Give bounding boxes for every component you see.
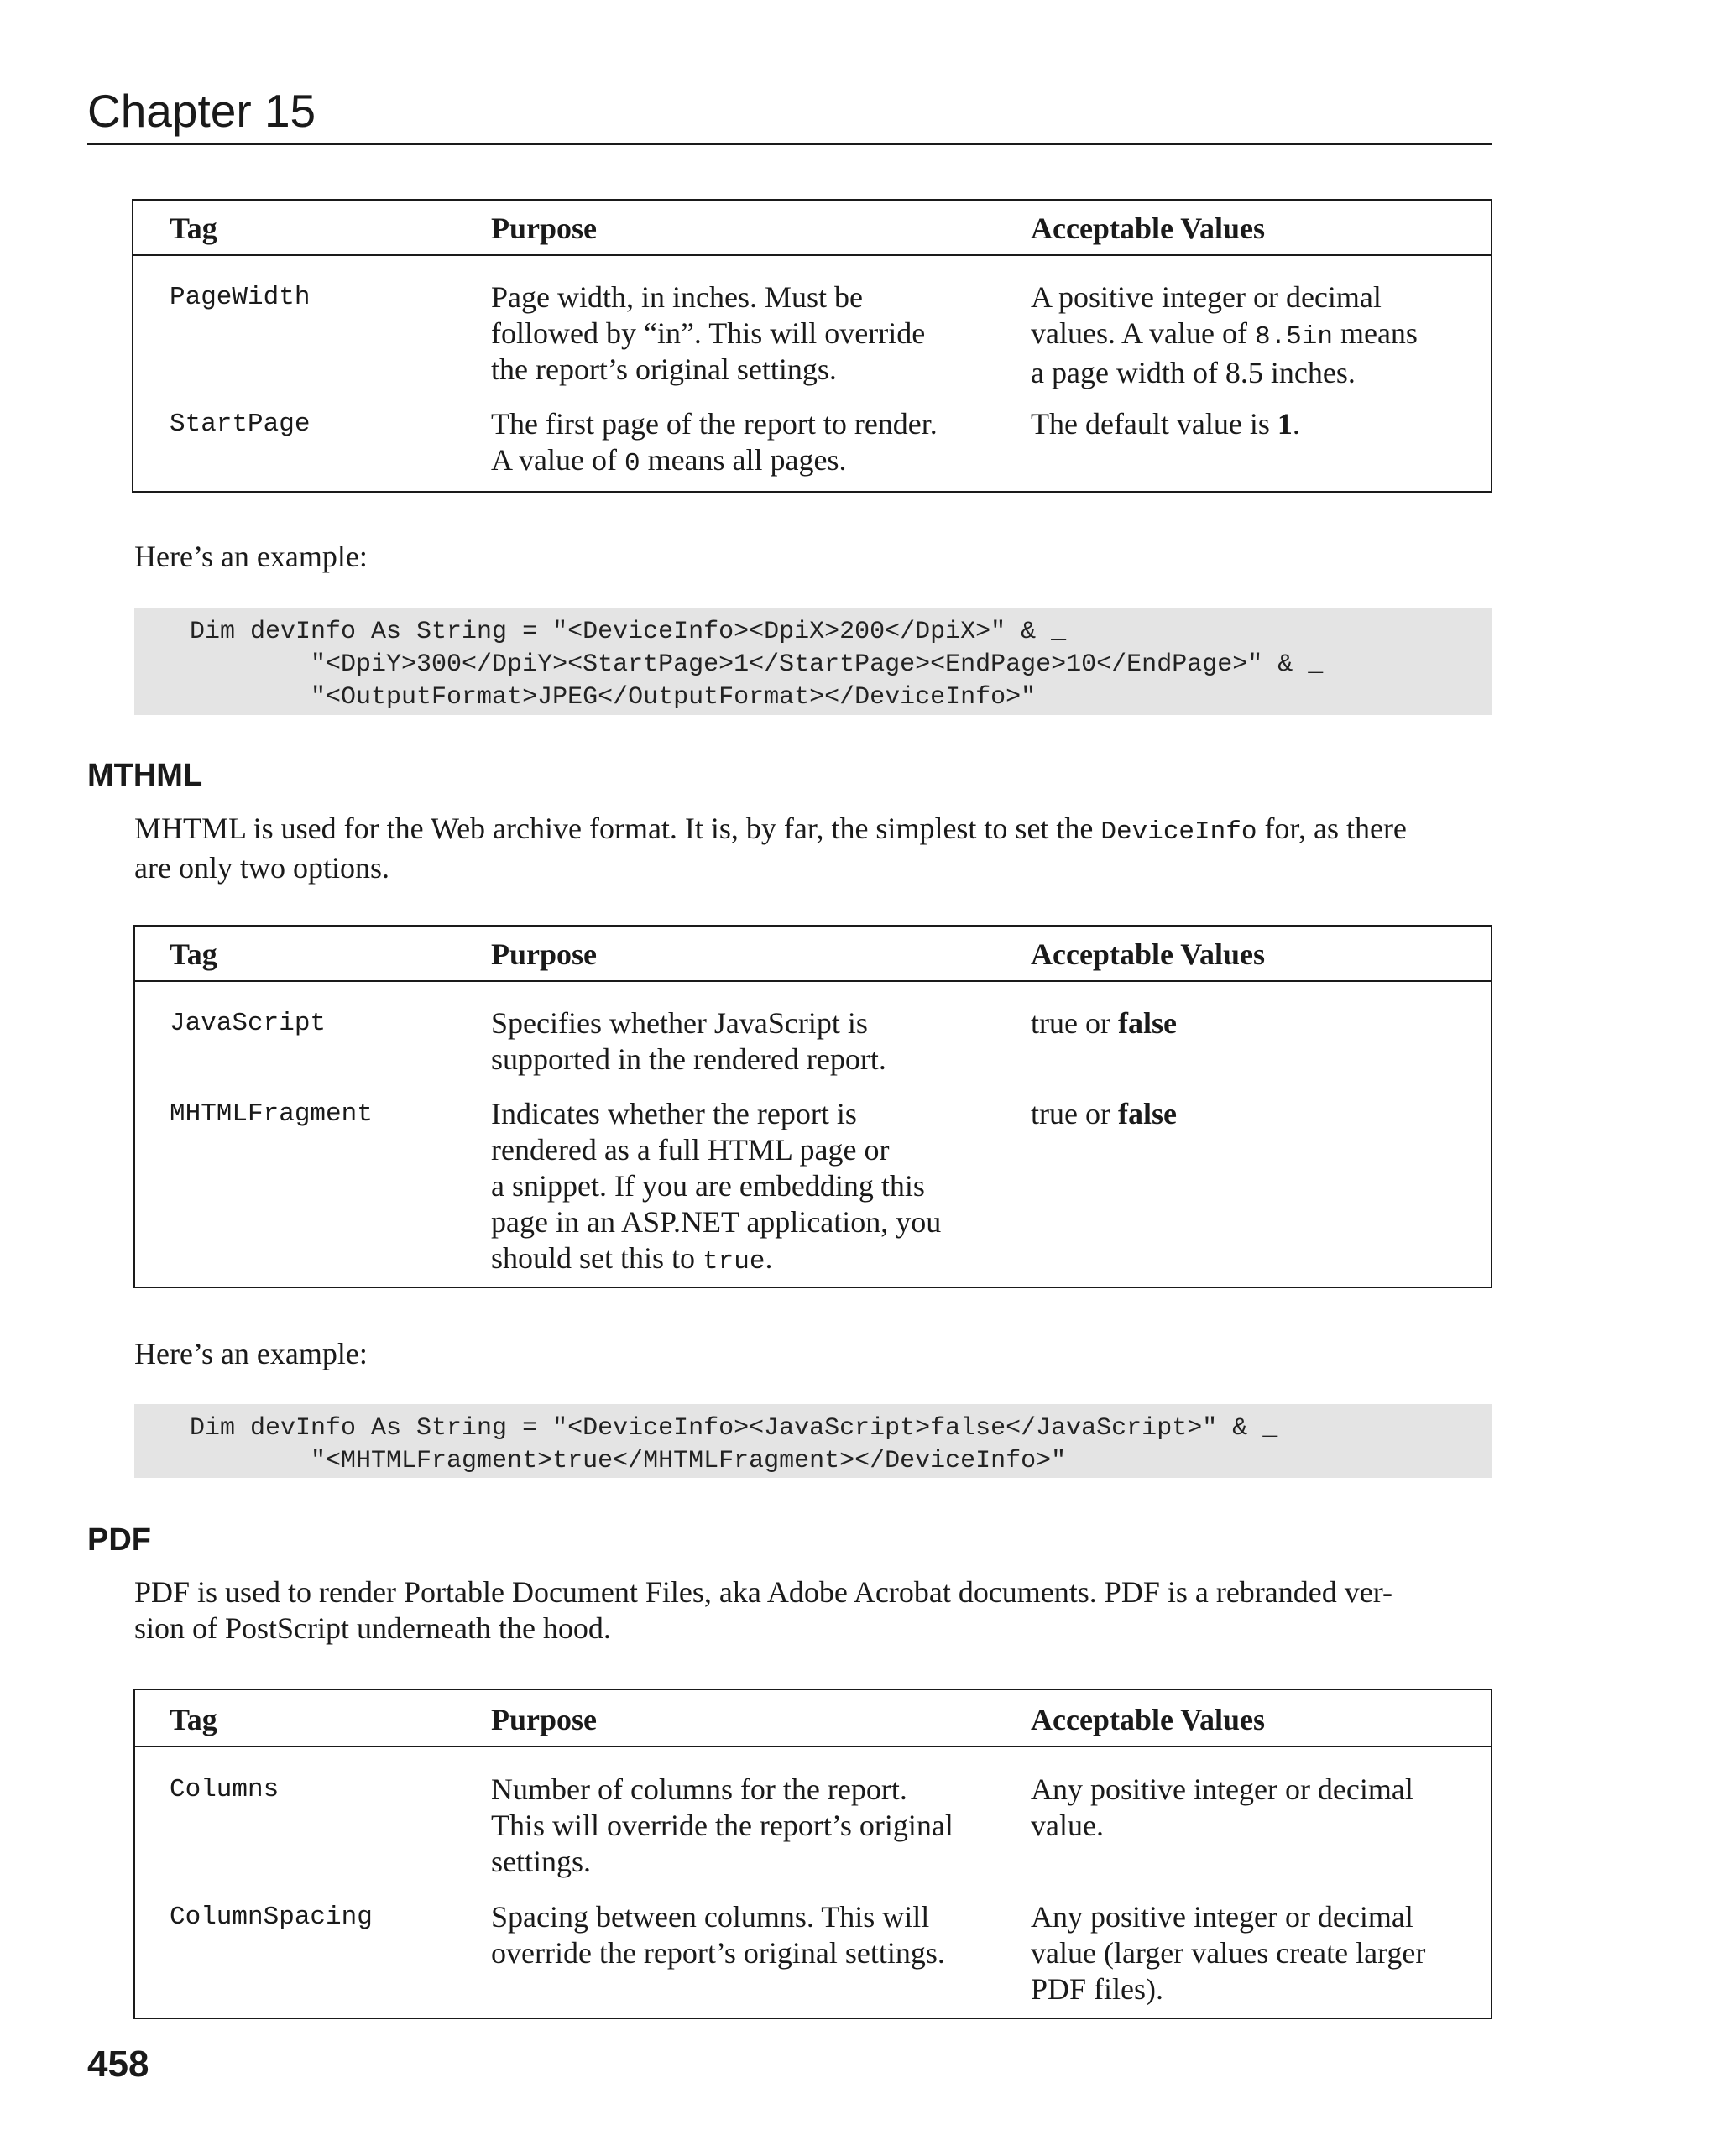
text: .	[1292, 407, 1300, 441]
col-header-purpose: Purpose	[491, 211, 597, 245]
section-heading-mthml: MTHML	[87, 758, 203, 793]
purpose-line: Specifies whether JavaScript is	[491, 1006, 868, 1040]
text: means	[1332, 316, 1418, 350]
mthml-description	[134, 811, 1407, 886]
example-intro: Here’s an example:	[134, 1337, 368, 1370]
bold-text: false	[1117, 1006, 1177, 1040]
table-pdf-settings	[133, 1689, 1492, 2019]
code-block	[134, 1404, 1492, 1478]
purpose-startpage	[491, 406, 938, 482]
col-header-tag: Tag	[170, 1703, 217, 1736]
purpose-columnspacing	[491, 1899, 945, 1971]
purpose-line: Indicates whether the report is	[491, 1097, 857, 1130]
header-rule	[87, 143, 1492, 145]
purpose-mhtmlfragment	[491, 1096, 941, 1280]
purpose-line: The first page of the report to render.	[491, 407, 938, 441]
table-header-row	[135, 927, 1491, 982]
code-line: "<MHTMLFragment>true</MHTMLFragment></DeviceInfo>"	[190, 1447, 1067, 1475]
tag-pagewidth: PageWidth	[170, 283, 311, 312]
col-header-tag: Tag	[170, 211, 217, 245]
text: values. A value of	[1031, 316, 1255, 350]
purpose-line: Spacing between columns. This will	[491, 1900, 930, 1934]
col-header-purpose: Purpose	[491, 937, 597, 971]
values-columnspacing	[1031, 1899, 1425, 2007]
inline-code: 8.5in	[1254, 322, 1333, 352]
code-line: Dim devInfo As String = "<DeviceInfo><DpiX>200</DpiX>" & _	[190, 618, 1067, 646]
text: MHTML is used for the Web archive format. It is, by far, the simplest to set the	[134, 812, 1101, 845]
code-line: "<DpiY>300</DpiY><StartPage>1</StartPage><EndPage>10</EndPage>" & _	[190, 650, 1324, 679]
code-block	[134, 608, 1492, 715]
code-line: Dim devInfo As String = "<DeviceInfo><JavaScript>false</JavaScript>" & _	[190, 1414, 1278, 1443]
col-header-values: Acceptable Values	[1031, 211, 1265, 245]
purpose-columns	[491, 1772, 954, 1880]
tag-javascript: JavaScript	[170, 1009, 327, 1038]
values-columns	[1031, 1772, 1413, 1844]
text: The default value is	[1031, 407, 1277, 441]
text: should set this to	[491, 1241, 703, 1275]
values-mhtmlfragment	[1031, 1096, 1177, 1132]
text: means all pages.	[640, 443, 847, 477]
purpose-line: followed by “in”. This will override	[491, 316, 926, 350]
purpose-line: page in an ASP.NET application, you	[491, 1205, 942, 1239]
tag-columnspacing: ColumnSpacing	[170, 1903, 373, 1932]
values-startpage	[1031, 406, 1300, 442]
purpose-line: settings.	[491, 1845, 592, 1878]
bold-text: 1	[1277, 407, 1293, 441]
bold-text: false	[1117, 1097, 1177, 1130]
purpose-pagewidth	[491, 279, 925, 388]
purpose-javascript	[491, 1005, 886, 1078]
para-line: PDF is used to render Portable Document Files, aka Adobe Acrobat documents. PDF is a rebranded ver-	[134, 1575, 1392, 1609]
col-header-purpose: Purpose	[491, 1703, 597, 1736]
purpose-line: rendered as a full HTML page or	[491, 1133, 890, 1167]
purpose-line: a snippet. If you are embedding this	[491, 1169, 925, 1203]
para-line	[134, 811, 1407, 850]
para-line: sion of PostScript underneath the hood.	[134, 1611, 611, 1645]
col-header-values: Acceptable Values	[1031, 937, 1265, 971]
purpose-line: This will override the report’s original	[491, 1809, 954, 1842]
purpose-line: Page width, in inches. Must be	[491, 280, 863, 314]
text: for, as there	[1257, 812, 1407, 845]
para-line: are only two options.	[134, 851, 389, 885]
chapter-heading: Chapter 15	[87, 85, 316, 137]
values-line: PDF files).	[1031, 1972, 1164, 2006]
purpose-line	[491, 442, 938, 482]
tag-mhtmlfragment: MHTMLFragment	[170, 1099, 373, 1129]
values-line	[1031, 316, 1418, 355]
text: .	[765, 1241, 773, 1275]
values-pagewidth	[1031, 279, 1418, 391]
purpose-line: supported in the rendered report.	[491, 1042, 886, 1076]
values-line: Any positive integer or decimal	[1031, 1772, 1413, 1806]
page-number: 458	[87, 2044, 149, 2085]
tag-columns: Columns	[170, 1775, 280, 1804]
inline-code: DeviceInfo	[1100, 817, 1257, 847]
code-line: "<OutputFormat>JPEG</OutputFormat></DeviceInfo>"	[190, 683, 1037, 712]
values-line: Any positive integer or decimal	[1031, 1900, 1413, 1934]
values-line: A positive integer or decimal	[1031, 280, 1382, 314]
col-header-values: Acceptable Values	[1031, 1703, 1265, 1736]
inline-code: 0	[624, 449, 640, 478]
section-heading-pdf: PDF	[87, 1522, 151, 1558]
col-header-tag: Tag	[170, 937, 217, 971]
inline-code: true	[703, 1247, 765, 1276]
table-page-settings	[132, 199, 1492, 493]
purpose-line: Number of columns for the report.	[491, 1772, 907, 1806]
values-line: value (larger values create larger	[1031, 1936, 1426, 1970]
values-line: value.	[1031, 1809, 1104, 1842]
table-header-row	[135, 1690, 1491, 1747]
table-mhtml-settings	[133, 925, 1492, 1288]
example-intro: Here’s an example:	[134, 540, 368, 573]
text: true or	[1031, 1006, 1118, 1040]
pdf-description	[134, 1574, 1392, 1647]
text: true or	[1031, 1097, 1118, 1130]
purpose-line: the report’s original settings.	[491, 352, 837, 386]
tag-startpage: StartPage	[170, 410, 311, 439]
values-javascript	[1031, 1005, 1177, 1041]
purpose-line	[491, 1240, 941, 1280]
text: A value of	[491, 443, 624, 477]
values-line: a page width of 8.5 inches.	[1031, 356, 1356, 389]
purpose-line: override the report’s original settings.	[491, 1936, 945, 1970]
table-header-row	[133, 201, 1491, 256]
